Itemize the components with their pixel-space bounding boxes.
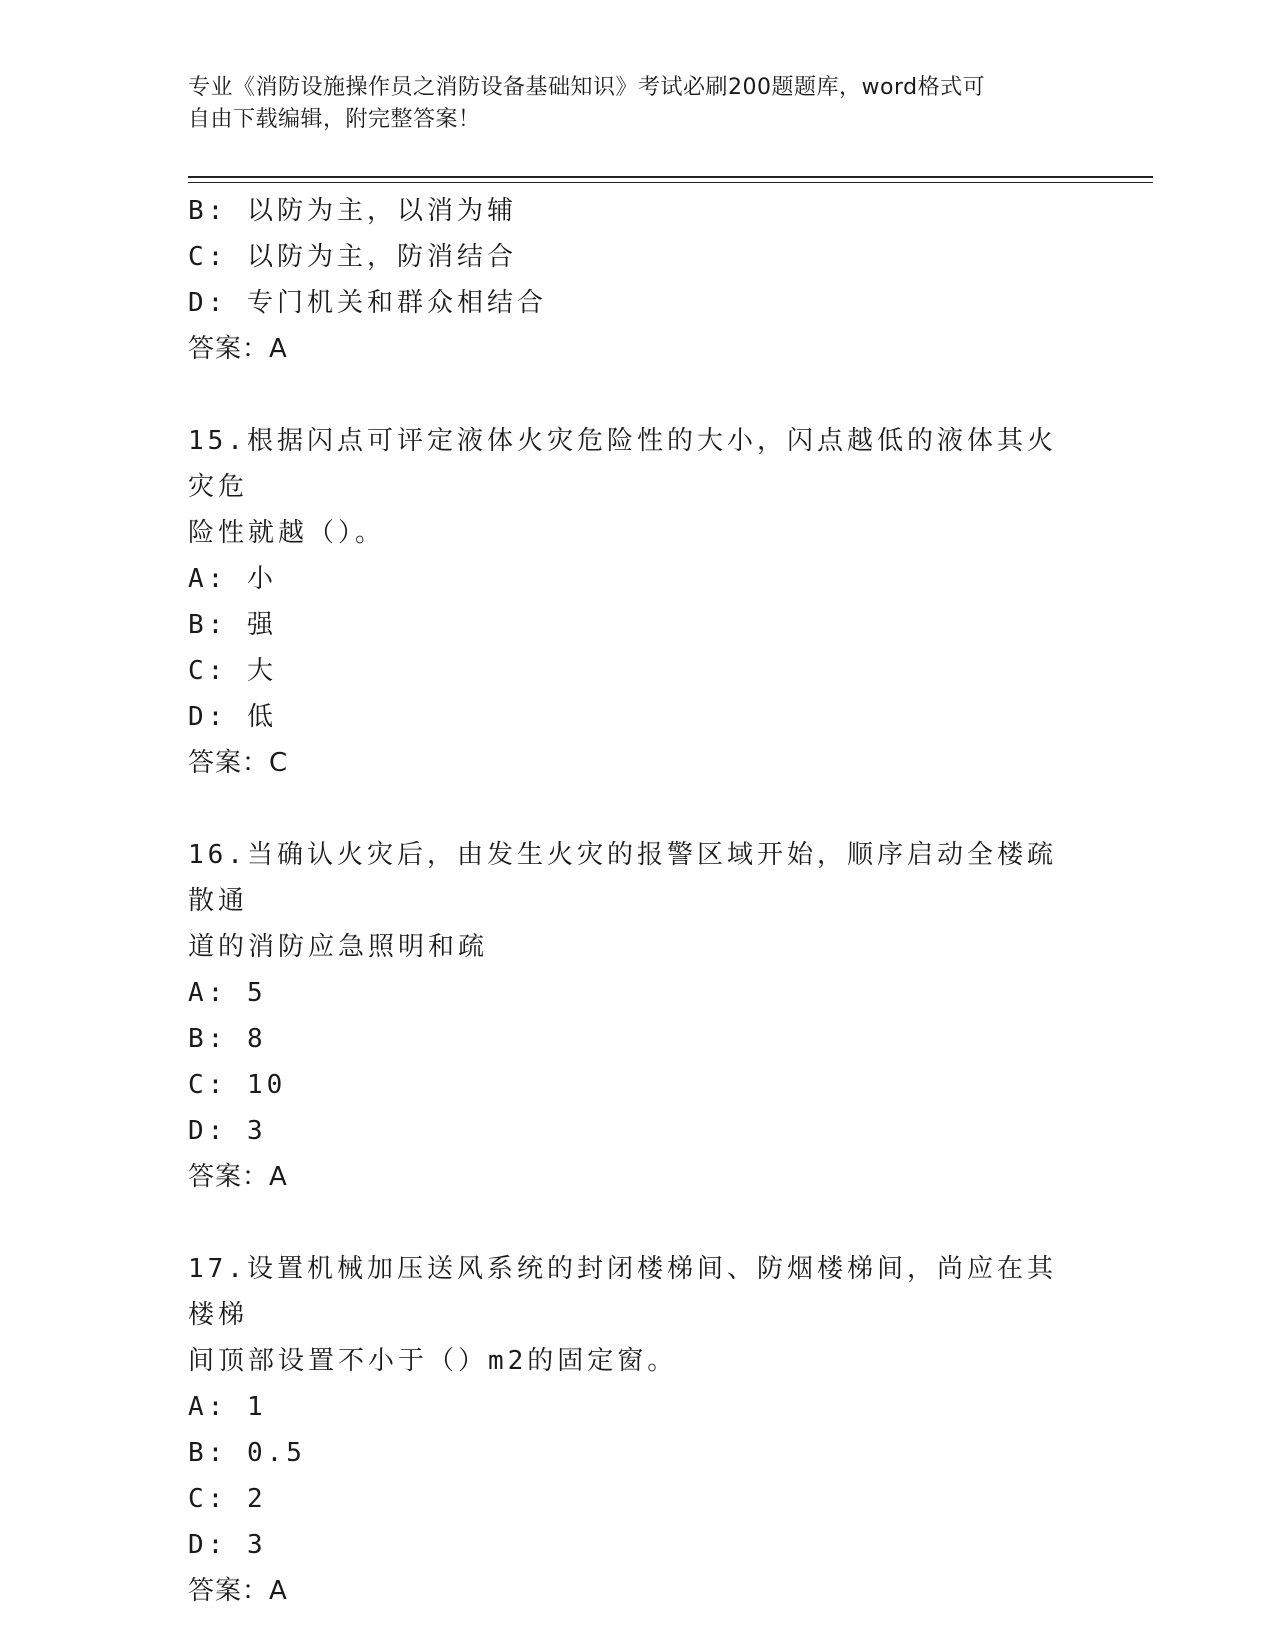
question-stem-line-1: 17.设置机械加压送风系统的封闭楼梯间、防烟楼梯间，尚应在其楼梯 bbox=[188, 1254, 1057, 1330]
spacer bbox=[188, 786, 1068, 832]
option-a: A: 小 bbox=[188, 564, 277, 594]
option-d: D: 低 bbox=[188, 702, 277, 732]
spacer bbox=[188, 1200, 1068, 1246]
option-c: C: 大 bbox=[188, 656, 277, 686]
question-stem-line-1: 16.当确认火灾后，由发生火灾的报警区域开始，顺序启动全楼疏散通 bbox=[188, 840, 1057, 916]
option-c: C: 以防为主，防消结合 bbox=[188, 242, 517, 272]
option-d: D: 3 bbox=[188, 1530, 267, 1560]
option-d: D: 专门机关和群众相结合 bbox=[188, 288, 547, 318]
question-14-tail bbox=[188, 188, 1068, 372]
header-divider-thin bbox=[188, 182, 1153, 183]
header-line-1: 专业《消防设施操作员之消防设备基础知识》考试必刷200题题库，word格式可 bbox=[188, 75, 986, 100]
answer-line: 答案：C bbox=[188, 748, 289, 778]
option-b: B: 强 bbox=[188, 610, 277, 640]
question-17 bbox=[188, 1246, 1068, 1614]
answer-line: 答案：A bbox=[188, 334, 288, 364]
question-stem-line-2: 道的消防应急照明和疏 bbox=[188, 932, 489, 962]
spacer bbox=[188, 372, 1068, 418]
option-b: B: 8 bbox=[188, 1024, 267, 1054]
answer-line: 答案：A bbox=[188, 1576, 288, 1606]
option-a: A: 5 bbox=[188, 978, 267, 1008]
header-line-2: 自由下载编辑，附完整答案！ bbox=[188, 107, 481, 132]
question-stem-line-2: 险性就越（）。 bbox=[188, 518, 386, 548]
option-d: D: 3 bbox=[188, 1116, 267, 1146]
answer-line: 答案：A bbox=[188, 1162, 288, 1192]
option-c: C: 2 bbox=[188, 1484, 267, 1514]
question-stem-line-1: 15.根据闪点可评定液体火灾危险性的大小，闪点越低的液体其火灾危 bbox=[188, 426, 1057, 502]
document-header bbox=[188, 72, 1088, 136]
option-b: B: 以防为主，以消为辅 bbox=[188, 196, 517, 226]
option-a: A: 1 bbox=[188, 1392, 267, 1422]
question-16 bbox=[188, 832, 1068, 1200]
option-c: C: 10 bbox=[188, 1070, 287, 1100]
header-divider-thick bbox=[188, 176, 1153, 178]
option-b: B: 0.5 bbox=[188, 1438, 306, 1468]
question-15 bbox=[188, 418, 1068, 786]
question-list bbox=[188, 188, 1068, 1614]
question-stem-line-2: 间顶部设置不小于（）m2的固定窗。 bbox=[188, 1346, 678, 1376]
